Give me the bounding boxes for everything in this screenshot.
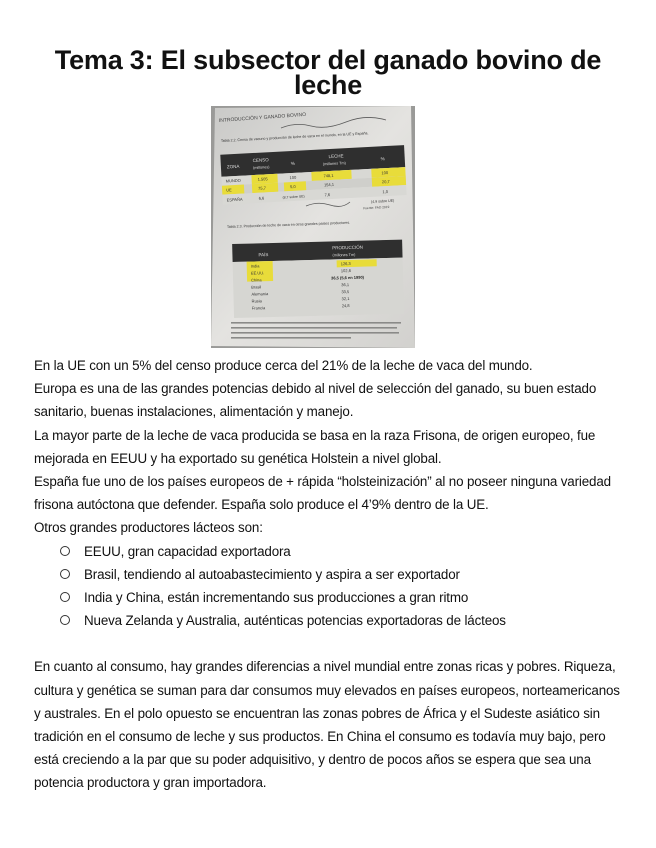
svg-text:ZONA: ZONA [226, 163, 240, 170]
svg-text:7,6: 7,6 [324, 192, 331, 198]
body-text [34, 354, 624, 795]
paragraph: España fue uno de los países europeos de + rápida “holsteinización” al no poseer ninguna variedad frisona autóctona que defender. España solo produce el 4’9% dentro de la UE. [34, 474, 611, 513]
svg-text:36,5 (5,6 en 1990): 36,5 (5,6 en 1990) [330, 274, 365, 281]
svg-text:102,6: 102,6 [340, 267, 351, 274]
svg-text:Alemania: Alemania [251, 291, 269, 297]
paragraph-spacer [34, 632, 624, 655]
svg-text:(millones): (millones) [252, 165, 270, 171]
svg-text:(millones Tm): (millones Tm) [322, 161, 346, 167]
list-item-text: EEUU, gran capacidad exportadora [84, 543, 291, 559]
photo-heading: INTRODUCCIÓN Y GANADO BOVINO [218, 111, 307, 124]
svg-text:Brasil: Brasil [251, 284, 262, 290]
svg-text:India: India [250, 263, 260, 269]
paragraph: La mayor parte de la leche de vaca producida se basa en la raza Frisona, de origen europeo, fue mejorada en EEUU y ha exportado su genética Holstein a nivel global. [34, 427, 596, 466]
photo-table1-source: Fuente: FAO 2019 [363, 204, 390, 211]
svg-text:126,3: 126,3 [340, 260, 351, 267]
paragraph: Otros grandes productores lácteos son: [34, 520, 263, 536]
list-item-text: Nueva Zelanda y Australia, auténticas potencias exportadoras de lácteos [84, 613, 506, 629]
svg-text:100: 100 [381, 169, 389, 176]
paragraph: Europa es una de las grandes potencias debido al nivel de selección del ganado, su buen estado sanitario, buenas instalaciones, alimentación y manejo. [34, 381, 597, 420]
svg-text:154,1: 154,1 [323, 181, 335, 188]
svg-text:(millones Tm): (millones Tm) [332, 252, 356, 258]
list-item-text: Brasil, tendiendo al autoabastecimiento y aspira a ser exportador [84, 566, 460, 582]
svg-text:(8,7 sobre UE): (8,7 sobre UE) [282, 194, 305, 200]
list-item [60, 586, 624, 609]
bullet-circle-icon [60, 615, 70, 625]
svg-text:1,0: 1,0 [382, 189, 389, 195]
svg-text:LECHE: LECHE [328, 153, 344, 160]
svg-text:6,6: 6,6 [258, 195, 265, 201]
photo-table2-caption: Tabla 2.3. Producción de leche de vaca en otros grandes países productores. [226, 220, 351, 229]
svg-text:24,8: 24,8 [341, 303, 350, 309]
list-item [60, 563, 624, 586]
svg-text:ESPAÑA: ESPAÑA [226, 196, 243, 203]
producers-list [34, 540, 624, 633]
bullet-circle-icon [60, 546, 70, 556]
svg-text:PAÍS: PAÍS [258, 252, 269, 258]
photo-table1-note: (4,9 sobre UE) [370, 198, 395, 204]
svg-text:748,1: 748,1 [323, 172, 334, 179]
svg-text:75,7: 75,7 [257, 185, 267, 191]
svg-text:MUNDO: MUNDO [225, 177, 241, 184]
svg-text:33,5: 33,5 [341, 289, 350, 295]
consumption-paragraph: En cuanto al consumo, hay grandes diferencias a nivel mundial entre zonas ricas y pobres. Riqueza, cultura y genética se suman para dar consumos muy elevados en países europeos, norteamericanos y australes. En el polo opuesto se encuentran las zonas pobres de África y el Sudeste asiático sin tradición en el consumo de leche y sus productos. En China el consumo es todavía muy bajo, pero está creciendo a la par que su poder adquisitivo, y dentro de pocos años se espera que sea una potencia productora y gran importadora. [34, 659, 620, 791]
svg-text:PRODUCCIÓN: PRODUCCIÓN [332, 244, 364, 251]
list-item [60, 540, 624, 563]
svg-text:%: % [380, 156, 385, 162]
photo-table1-caption: Tabla 2.2. Censo de vacuno y producción de leche de vaca en el mundo, en la UE y España. [220, 131, 369, 143]
svg-text:100: 100 [289, 174, 297, 181]
svg-text:CENSO: CENSO [252, 157, 269, 164]
svg-text:EE.UU.: EE.UU. [250, 270, 265, 276]
svg-text:%: % [290, 160, 295, 167]
svg-text:UE: UE [226, 187, 232, 193]
bullet-circle-icon [60, 569, 70, 579]
page-title: Tema 3: El subsector del ganado bovino de leche [54, 45, 602, 100]
bullet-circle-icon [60, 592, 70, 602]
paragraph: En la UE con un 5% del censo produce cerca del 21% de la leche de vaca del mundo. [34, 358, 533, 373]
textbook-photo [211, 106, 415, 348]
textbook-photo-image [211, 106, 415, 348]
svg-text:Rusia: Rusia [251, 298, 262, 304]
svg-text:32,1: 32,1 [341, 296, 350, 302]
svg-text:Francia: Francia [251, 305, 266, 311]
svg-text:China: China [251, 277, 262, 283]
svg-text:36,1: 36,1 [341, 282, 350, 288]
list-item-text: India y China, están incrementando sus producciones a gran ritmo [84, 590, 469, 606]
svg-text:5,0: 5,0 [289, 183, 296, 190]
list-item [60, 609, 624, 632]
svg-text:1.505: 1.505 [257, 176, 268, 182]
svg-text:20,7: 20,7 [381, 178, 390, 185]
